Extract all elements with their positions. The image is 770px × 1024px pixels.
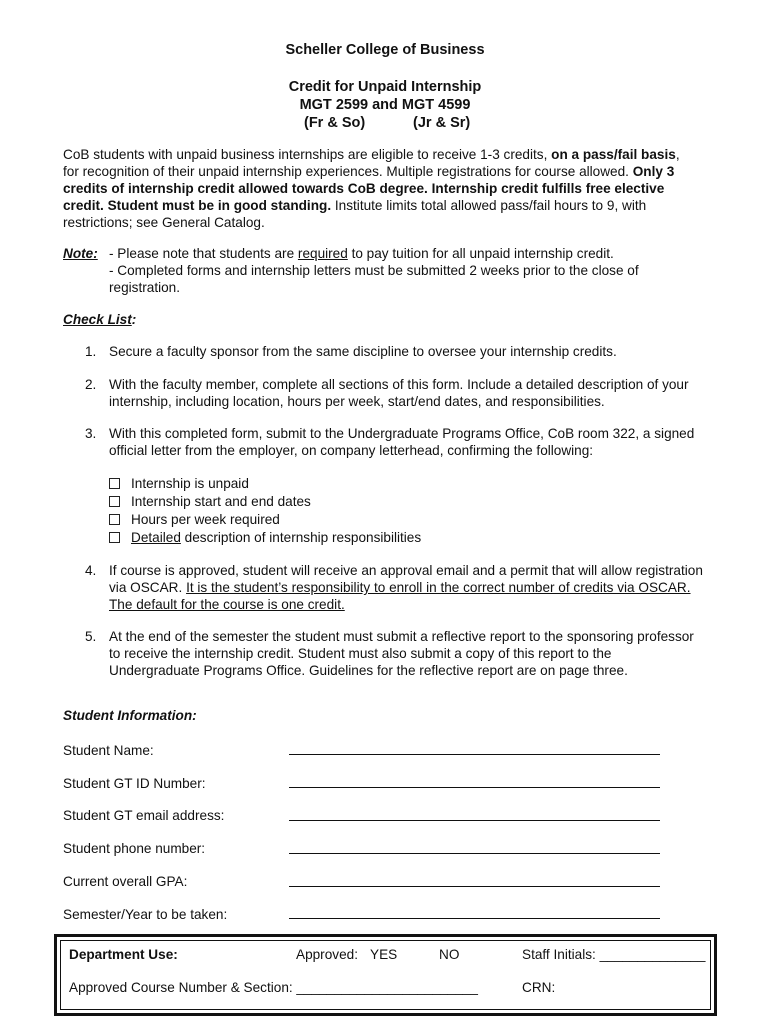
checkbox-unpaid[interactable] [109, 478, 120, 489]
student-email-field[interactable] [289, 820, 660, 821]
checklist-heading: Check List: [63, 312, 137, 327]
checkbox-label: Internship is unpaid [131, 476, 249, 491]
checkbox-label: Internship start and end dates [131, 494, 311, 509]
intro-paragraph: CoB students with unpaid business internships are eligible to receive 1-3 credits, on a pass/fail basis, for recognition of their unpaid internship experiences. Multiple registrations for course allowed. Only 3 credits of internship credit allowed towards CoB degree. Internship credit fulfills free elective credit. Student must be in good standing. Institute limits total allowed pass/fail hours to 9, with restrictions; see General Catalog. [63, 147, 680, 230]
approved-yes[interactable]: YES [370, 947, 398, 962]
semester-label: Semester/Year to be taken: [63, 907, 228, 922]
checklist-number: 3. [85, 426, 97, 441]
checkbox-dates[interactable] [109, 496, 120, 507]
student-name-label: Student Name: [63, 743, 154, 758]
course-section-field[interactable]: Approved Course Number & Section: ________________________ [69, 980, 478, 995]
course-codes: MGT 2599 and MGT 4599 [299, 97, 471, 113]
student-phone-label: Student phone number: [63, 841, 206, 856]
semester-field[interactable] [289, 918, 660, 919]
checkbox-description[interactable] [109, 532, 120, 543]
student-phone-field[interactable] [289, 853, 660, 854]
note-label: Note: [63, 246, 98, 261]
staff-initials-field[interactable]: Staff Initials: ______________ [522, 947, 706, 962]
gpa-label: Current overall GPA: [63, 874, 188, 889]
gpa-field[interactable] [289, 886, 660, 887]
department-use-label: Department Use: [69, 947, 178, 962]
checklist-number: 2. [85, 377, 97, 392]
level-fr-so: (Fr & So) [304, 115, 366, 131]
checklist-item-1: Secure a faculty sponsor from the same discipline to oversee your internship credits. [109, 344, 617, 359]
checklist-item-3: With this completed form, submit to the Undergraduate Programs Office, CoB room 322, a signed official letter from the employer, on company letterhead, confirming the following: [109, 426, 695, 458]
checklist-item-4: If course is approved, student will receive an approval email and a permit that will allow registration via OSCAR. It is the student’s responsibility to enroll in the correct number of credits via OSCAR. The default for the course is one credit. [109, 563, 703, 612]
checkbox-label: Detailed description of internship responsibilities [131, 530, 422, 545]
student-id-label: Student GT ID Number: [63, 776, 206, 791]
note-text: - Please note that students are required to pay tuition for all unpaid internship credit. - Completed forms and internship letters must be submitted 2 weeks prior to the close of registration. [109, 246, 639, 295]
crn-label: CRN: [522, 980, 556, 995]
checklist-item-5: At the end of the semester the student must submit a reflective report to the sponsoring professor to receive the internship credit. Student must also submit a copy of this report to the Undergraduate Programs Office. Guidelines for the reflective report are on page three. [109, 629, 694, 678]
approved-label: Approved: [296, 947, 358, 962]
student-name-field[interactable] [289, 754, 660, 755]
checklist-number: 5. [85, 629, 97, 644]
checkbox-label: Hours per week required [131, 512, 280, 527]
college-title: Scheller College of Business [285, 42, 485, 58]
checkbox-hours[interactable] [109, 514, 120, 525]
approved-no[interactable]: NO [439, 947, 460, 962]
student-id-field[interactable] [289, 787, 660, 788]
form-title: Credit for Unpaid Internship [288, 79, 482, 95]
checklist-item-2: With the faculty member, complete all sections of this form. Include a detailed description of your internship, including location, hours per week, start/end dates, and responsibilities. [109, 377, 689, 409]
level-jr-sr: (Jr & Sr) [413, 115, 471, 131]
checklist-number: 4. [85, 563, 97, 578]
student-info-heading: Student Information: [63, 708, 197, 723]
student-email-label: Student GT email address: [63, 808, 225, 823]
checklist-number: 1. [85, 344, 97, 359]
